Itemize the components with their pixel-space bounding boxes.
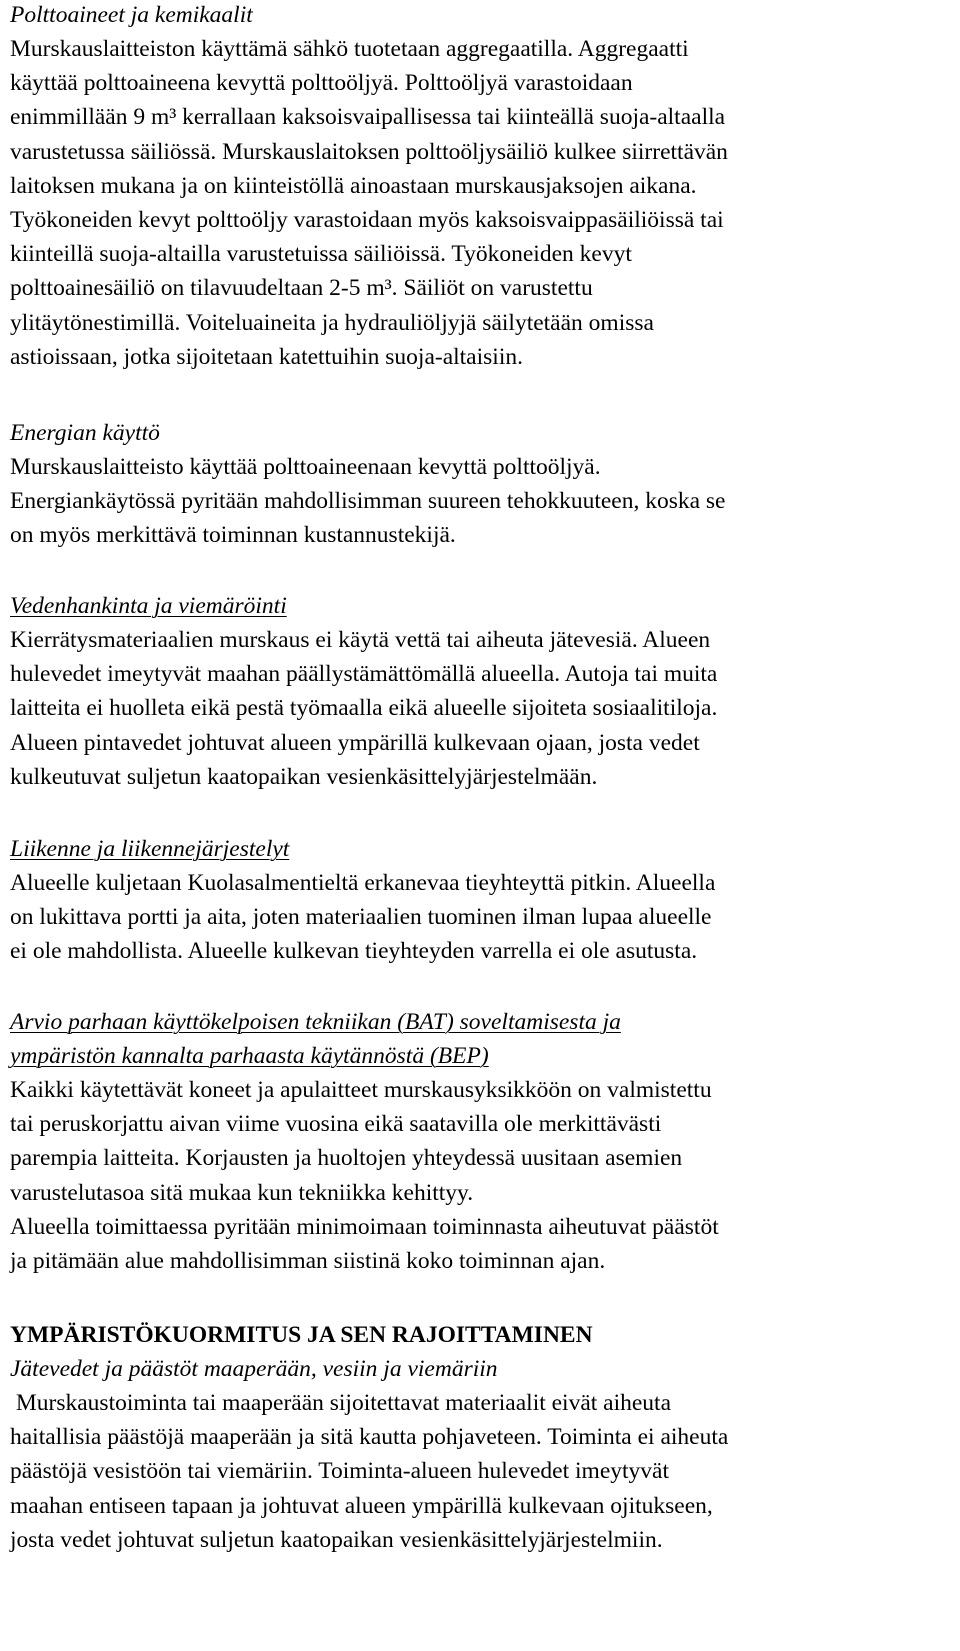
paragraph-line: kiinteillä suoja-altailla varustetuissa säiliöissä. Työkoneiden kevyt [10,241,632,268]
paragraph-line: josta vedet johtuvat suljetun kaatopaikan vesienkäsittelyjärjestelmiin. [10,1526,663,1553]
paragraph-line: Alueen pintavedet johtuvat alueen ympärillä kulkevaan ojaan, josta vedet [10,729,700,756]
section-heading: Liikenne ja liikennejärjestelyt [10,836,290,862]
paragraph-line: Kaikki käytettävät koneet ja apulaitteet murskausyksikköön on valmistettu [10,1077,712,1103]
paragraph-line: tai peruskorjattu aivan viime vuosina eikä saatavilla ole merkittävästi [10,1111,662,1138]
section-heading: Jätevedet ja päästöt maaperään, vesiin ja viemäriin [10,1356,498,1382]
section-heading-line: Arvio parhaan käyttökelpoisen tekniikan (BAT) soveltamisesta ja [10,1009,621,1035]
section-heading-line: ympäristön kannalta parhaasta käytännöstä (BEP) [10,1043,489,1069]
paragraph-line: kulkeutuvat suljetun kaatopaikan vesienkäsittelyjärjestelmään. [10,763,598,790]
paragraph-line: Murskauslaitteisto käyttää polttoaineenaan kevyttä polttoöljyä. [10,454,601,480]
paragraph-line: laitoksen mukana ja on kiinteistöllä ainoastaan murskausjaksojen aikana. [10,172,697,199]
section-heading: Vedenhankinta ja viemäröinti [10,593,287,619]
paragraph-line: ja pitämään alue mahdollisimman siistinä koko toiminnan ajan. [10,1248,606,1275]
paragraph-line: käyttää polttoaineena kevyttä polttoöljyä. Polttoöljyä varastoidaan [10,70,633,97]
paragraph-line: päästöjä vesistöön tai viemäriin. Toiminta-alueen hulevedet imeytyvät [10,1458,669,1485]
section-heading: Energian käyttö [10,420,160,446]
paragraph-line: on myös merkittävä toiminnan kustannustekijä. [10,522,456,549]
section-heading: Polttoaineet ja kemikaalit [10,2,253,28]
paragraph-line: Alueelle kuljetaan Kuolasalmentieltä erkanevaa tieyhteyttä pitkin. Alueella [10,870,716,896]
paragraph-line: Alueella toimittaessa pyritään minimoimaan toiminnasta aiheutuvat päästöt [10,1213,719,1240]
section-energia [10,416,950,553]
paragraph-line: ei ole mahdollista. Alueelle kulkevan tieyhteyden varrella ei ole asutusta. [10,938,698,965]
paragraph-line: Työkoneiden kevyt polttoöljy varastoidaan myös kaksoisvaippasäiliöissä tai [10,207,724,234]
section-vedenhankinta [10,589,950,794]
paragraph-line: laitteita ei huolleta eikä pestä työmaalla eikä alueelle sijoiteta sosiaalitiloja. [10,695,718,722]
paragraph-line: on lukittava portti ja aita, joten materiaalien tuominen ilman lupaa alueelle [10,904,712,931]
paragraph-line: varustelutasoa sitä mukaa kun tekniikka kehittyy. [10,1179,474,1206]
paragraph-line: polttoainesäiliö on tilavuudeltaan 2-5 m³. Säiliöt on varustettu [10,275,593,302]
section-ymparistokuormitus [10,1318,950,1557]
main-heading: YMPÄRISTÖKUORMITUS JA SEN RAJOITTAMINEN [10,1322,593,1348]
paragraph-line: Murskaustoiminta tai maaperään sijoitettavat materiaalit eivät aiheuta [10,1390,672,1416]
paragraph-line: astioissaan, jotka sijoitetaan katettuihin suoja-altaisiin. [10,343,523,370]
paragraph-line: enimmillään 9 m³ kerrallaan kaksoisvaipallisessa tai kiinteällä suoja-altaalla [10,104,726,131]
paragraph-line: ylitäytönestimillä. Voiteluaineita ja hydrauliöljyjä säilytetään omissa [10,309,654,336]
section-polttoaineet [10,0,950,374]
paragraph-line: hulevedet imeytyvät maahan päällystämättömällä alueella. Autoja tai muita [10,661,718,688]
paragraph-line: varustetussa säiliössä. Murskauslaitoksen polttoöljysäiliö kulkee siirrettävän [10,138,728,165]
paragraph-line: Kierrätysmateriaalien murskaus ei käytä vettä tai aiheuta jätevesiä. Alueen [10,627,711,653]
section-liikenne [10,832,950,969]
paragraph-line: Energiankäytössä pyritään mahdollisimman suureen tehokkuuteen, koska se [10,488,726,515]
paragraph-line: haitallisia päästöjä maaperään ja sitä kautta pohjaveteen. Toiminta ei aiheuta [10,1424,729,1451]
paragraph-line: maahan entiseen tapaan ja johtuvat alueen ympärillä kulkevaan ojitukseen, [10,1492,713,1519]
paragraph-line: parempia laitteita. Korjausten ja huoltojen yhteydessä uusitaan asemien [10,1145,683,1172]
paragraph-line: Murskauslaitteiston käyttämä sähkö tuotetaan aggregaatilla. Aggregaatti [10,36,689,62]
section-bat-bep [10,1005,950,1278]
